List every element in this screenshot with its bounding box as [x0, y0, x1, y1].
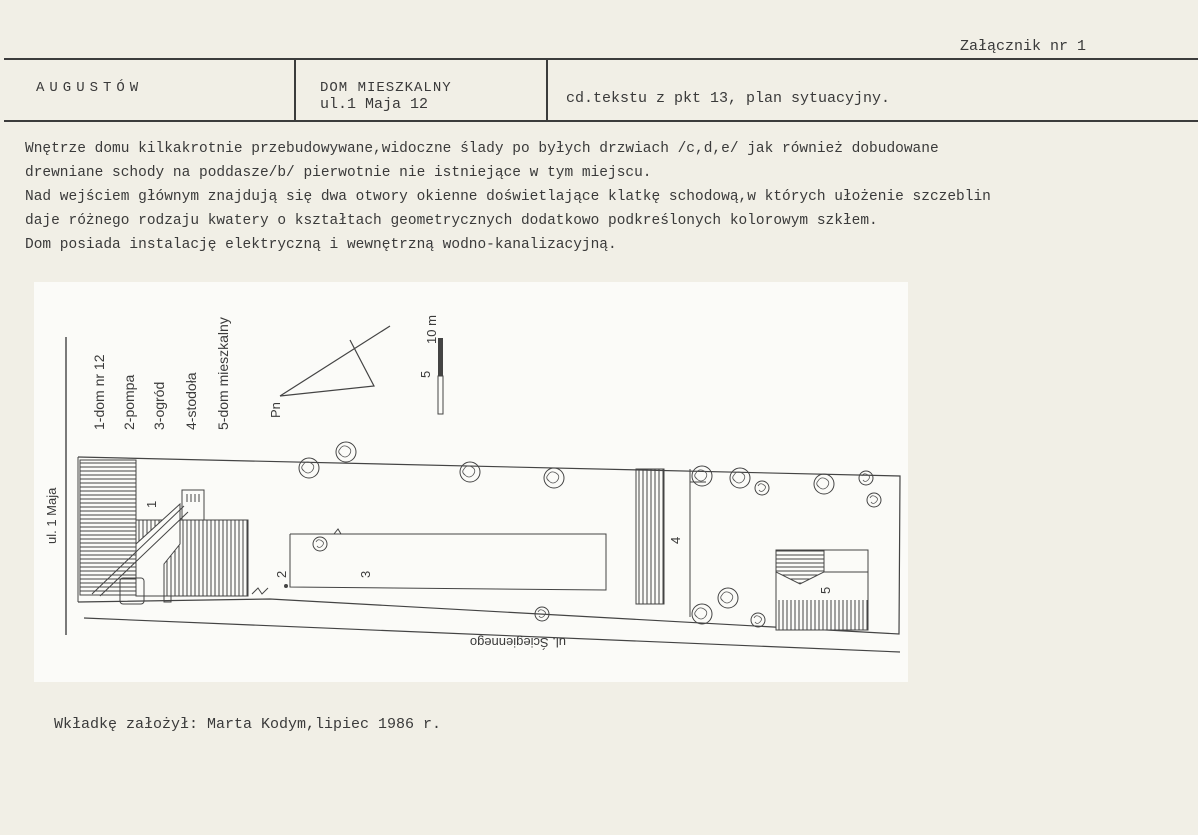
header-top-rule: [4, 58, 1198, 60]
legend: [91, 317, 231, 430]
description-line-1: Wnętrze domu kilkakrotnie przebudowywane,widoczne ślady po byłych drzwiach /c,d,e/ jak również dobudowane: [25, 141, 939, 157]
scale-mid-label: 5: [418, 370, 433, 378]
legend-item-4: 4-stodoła: [183, 372, 199, 430]
building-label-3: 3: [358, 570, 373, 578]
north-label: Pn: [268, 402, 283, 418]
object-type: DOM MIESZKALNY: [320, 80, 452, 96]
header-divider-1: [294, 59, 296, 121]
description-line-3: Nad wejściem głównym znajdują się dwa otwory okienne doświetlające klatkę schodową,w których ułożenie szczeblin: [25, 189, 991, 205]
building-label-4: 4: [668, 536, 683, 544]
street-south-label: ul. Ściegiennego: [469, 635, 566, 650]
scale-bar: [418, 315, 443, 414]
town-name: AUGUSTÓW: [36, 80, 144, 96]
description-line-2: drewniane schody na poddasze/b/ pierwotnie nie istniejące w tym miejscu.: [25, 165, 652, 181]
description-text: [25, 137, 1185, 257]
legend-item-5: 5-dom mieszkalny: [215, 317, 231, 430]
header-bottom-rule: [4, 120, 1198, 122]
building-label-1: 1: [144, 500, 159, 508]
garden-3: [290, 534, 606, 590]
building-label-2: 2: [274, 570, 289, 578]
description-line-4: daje różnego rodzaju kwatery o kształtach geometrycznych dodatkowo podkreślonych kolorowym szkłem.: [25, 213, 878, 229]
object-address: ul.1 Maja 12: [320, 96, 429, 113]
scale-label: 10 m: [424, 315, 439, 344]
building-4-barn: [636, 469, 664, 604]
legend-item-2: 2-pompa: [121, 374, 137, 430]
continuation-note: cd.tekstu z pkt 13, plan sytuacyjny.: [566, 90, 891, 107]
building-label-5: 5: [818, 586, 833, 594]
legend-item-3: 3-ogród: [151, 381, 167, 430]
description-line-5: Dom posiada instalację elektryczną i wewnętrzną wodno-kanalizacyjną.: [25, 237, 617, 253]
footer-note: Wkładkę założył: Marta Kodym,lipiec 1986 r.: [54, 716, 442, 733]
pump-2: [252, 584, 288, 594]
annex-label: Załącznik nr 1: [959, 38, 1086, 55]
street-west-label: ul. 1 Maja: [44, 487, 59, 544]
header-divider-2: [546, 59, 548, 121]
north-arrow: [268, 326, 390, 418]
site-plan: [34, 282, 908, 682]
building-1-house: [80, 460, 248, 604]
site-plan-drawing: [34, 282, 908, 682]
legend-item-1: 1-dom nr 12: [91, 354, 107, 430]
